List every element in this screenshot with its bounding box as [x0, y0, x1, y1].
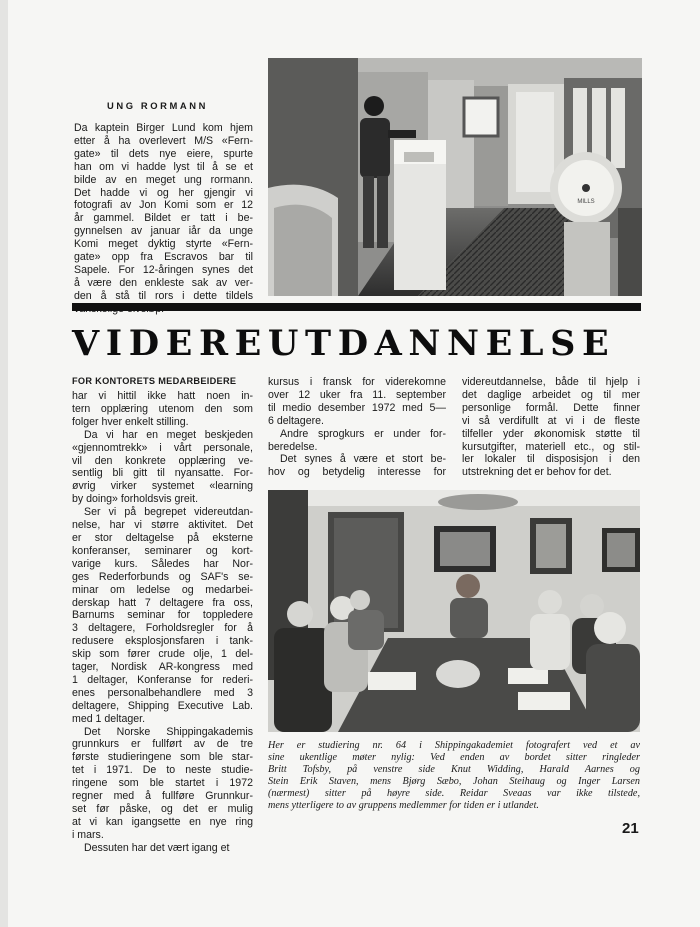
text-line: sentlig bli gitt til nyansatte. For- — [72, 467, 253, 480]
text-line: Ser vi på begrepet videreutdan- — [84, 506, 253, 519]
helmsman-photo — [268, 58, 642, 296]
text-line: øvrig virker systemet «learning — [72, 480, 253, 493]
text-line: Her er studiering nr. 64 i Shippingakademiet fotografert ved et av — [268, 740, 640, 751]
text-line: gate» til dets nye eiere, spurte — [74, 147, 253, 160]
text-line: Dessuten har det vært igang et — [84, 841, 230, 854]
text-line: at vi kan igangsette en nye ring — [72, 815, 253, 828]
text-line: det daglige arbeidet og til mer — [462, 388, 640, 401]
text-line: kursutgifter, materiell etc., og stil- — [462, 440, 640, 453]
text-line: 3 deltagere, Forholdsregler for å — [72, 622, 253, 635]
text-line: mens ytterligere to av gruppens medlemmer for tiden er i utlandet. — [268, 800, 539, 812]
text-line: kursus i fransk for viderekomne — [268, 376, 446, 388]
text-line: enes personalbehandlere med 3 — [72, 686, 253, 699]
text-line: tet i 1971. De to neste studie- — [72, 764, 253, 777]
text-line: set før påske, og det er mulig — [72, 803, 253, 815]
text-line: Da vi har en meget beskjeden — [84, 428, 253, 441]
text-line: å være den enkleste sak av ver- — [74, 276, 253, 289]
text-line: varige kurs. Således har Nor- — [72, 557, 253, 570]
text-line: utstrekning det er behov for det. — [462, 466, 612, 479]
text-line: Britt Tofsby, på venstre side Knut Widding, Harald Aarnes og — [268, 764, 640, 776]
heavy-rule — [72, 303, 641, 311]
page-number: 21 — [622, 820, 639, 837]
page-edge — [0, 0, 8, 927]
text-line: i mars. — [72, 828, 104, 841]
text-line: ges Rederforbunds og SAF's se- — [72, 570, 253, 583]
text-line: redusere eksplosjonsfaren i tank- — [72, 635, 253, 648]
text-line: derskap hatt 7 deltagere fra oss, — [72, 596, 253, 609]
text-line: den å stå til rors i dette tildels — [74, 289, 253, 302]
text-line: Stein Erik Staven, mens Bjørg Sæbo, Johan Steihaug og Inger Larsen — [268, 776, 640, 788]
article-subtitle: FOR KONTORETS MEDARBEIDERE — [72, 376, 237, 386]
article-column-1 — [72, 390, 253, 855]
text-line: folger hver enkelt stilling. — [72, 415, 189, 428]
text-line: er stor deltagelse på eksterne — [72, 531, 253, 544]
text-line: minar om ledelse og medarbei- — [72, 583, 253, 596]
text-line: over 12 uker fra 11. september — [268, 388, 446, 401]
text-line: vil den konkrete opplæring ve- — [72, 454, 253, 467]
text-line: deltagere, Shipping Executive Lab. — [72, 699, 253, 712]
text-line: «gjennomtrekk» i vårt personale, — [72, 441, 253, 454]
text-line: tager, Nordisk AR-kongress med — [72, 661, 253, 674]
text-line: fotografi av Jon Komi som er 12 — [74, 199, 253, 212]
text-line: Komi meget dyktig styrte «Fern- — [74, 238, 253, 251]
text-line: ringene som ble startet i 1972 — [72, 777, 253, 790]
article-column-2 — [268, 376, 446, 479]
text-line: Det Norske Shippingakademis — [84, 725, 253, 738]
article-column-3 — [462, 376, 640, 479]
text-line: 1 deltager, Konferanse for rederi- — [72, 673, 253, 686]
telegraph-label: MILLS — [577, 199, 595, 205]
text-line: vi så verdifullt at vi i de fleste — [462, 414, 640, 427]
article-title: VIDEREUTDANNELSE — [72, 323, 616, 364]
text-line: regner med å fullføre Grunnkur- — [72, 790, 253, 803]
meeting-illustration — [268, 490, 640, 732]
text-line: hov og betydelig interesse for — [268, 466, 446, 479]
text-line: sine ukentlige møter nylig: Ved enden av bordet sitter ringleder — [268, 752, 640, 764]
text-line: ler lokaler til disposisjon i den — [462, 453, 640, 466]
text-line: skip som fører crude olje, 1 del- — [72, 648, 253, 661]
text-line: (nærmest) sitter på høyre side. Reidar Sveaas var ikke tilstede, — [268, 788, 640, 800]
text-line: by doing» forholdsvis greit. — [72, 493, 199, 506]
text-line: Da kaptein Birger Lund kom hjem — [74, 122, 253, 134]
text-line: første studieringene som ble star- — [72, 751, 253, 764]
text-line: gate» opp fra Escravos bar til — [74, 251, 253, 264]
text-line: år gammel. Bildet er tatt i be- — [74, 212, 253, 225]
text-line: tern opplæring utenom den som — [72, 402, 253, 415]
wheelhouse-illustration — [268, 58, 642, 296]
text-line: Sapele. For 12-åringen synes det — [74, 263, 253, 276]
study-group-photo — [268, 490, 640, 732]
section-heading: UNG RORMANN — [107, 100, 208, 111]
text-line: med 1 deltager. — [72, 712, 146, 725]
text-line: bilde av en meget ung rormann. — [74, 173, 253, 186]
text-line: konferanser, seminarer og kort- — [72, 544, 253, 557]
text-line: etter å ha overlevert M/S «Fern- — [74, 134, 253, 147]
text-line: 6 deltagere. — [268, 414, 324, 427]
text-line: Det hadde vi og her gjengir vi — [74, 186, 253, 199]
text-line: beredelse. — [268, 440, 318, 453]
text-line: har vi hittil ikke hatt noen in- — [72, 390, 253, 402]
text-line: Andre sprogkurs er under for- — [280, 427, 446, 440]
text-line: gynnelsen av januar iår da unge — [74, 225, 253, 238]
text-line: tilfeller yder økonomisk støtte til — [462, 427, 640, 440]
text-line: personlige formål. Dette finner — [462, 401, 640, 414]
text-line: til medio desember 1972 med 5— — [268, 401, 446, 414]
top-article-text — [74, 122, 253, 316]
photo-caption — [268, 740, 640, 813]
text-line: Det synes å være et stort be- — [280, 453, 446, 466]
text-line: nelse, har vi større aktivitet. Det — [72, 519, 253, 532]
text-line: videreutdannelse, både til hjelp i — [462, 376, 640, 388]
text-line: grunnkurs er fullført av de tre — [72, 738, 253, 751]
text-line: han om vi hadde lyst til å se et — [74, 160, 253, 173]
text-line: Barnums seminar for toppledere — [72, 609, 253, 622]
